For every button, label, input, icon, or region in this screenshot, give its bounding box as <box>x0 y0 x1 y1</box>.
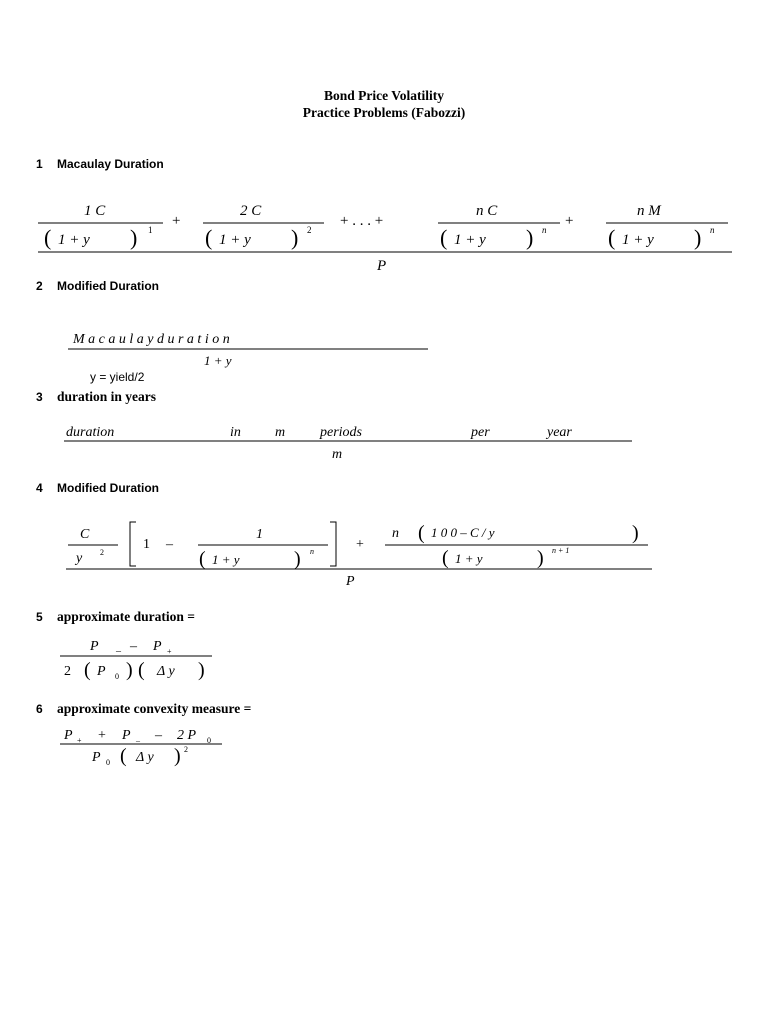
f5-lparen2: ( <box>138 659 145 681</box>
formula-duration-years <box>0 418 768 468</box>
f4-one: 1 <box>143 537 150 552</box>
f1-rparen1: ) <box>130 225 138 250</box>
f4-lparen1: ( <box>199 548 206 570</box>
section-heading-modified: Modified Duration <box>57 279 159 293</box>
f4-denominator: P <box>346 574 355 589</box>
f5-p-minus: P <box>90 639 99 654</box>
section-number-5: 5 <box>36 610 43 624</box>
f6-den-delta: Δ y <box>136 750 154 765</box>
f6-p2: P <box>122 728 131 743</box>
f4-rparen3: ) <box>537 547 544 569</box>
f4-lparen2: ( <box>418 522 425 544</box>
document-title: Bond Price Volatility <box>323 88 444 103</box>
f5-sub-plus: + <box>167 647 172 656</box>
f2-denominator: 1 + y <box>204 353 232 368</box>
f6-two-p: 2 P <box>177 728 197 743</box>
section-number-2: 2 <box>36 279 43 293</box>
f6-sub1: + <box>77 736 82 745</box>
f4-n-exp: n <box>310 547 314 556</box>
f2-numerator: M a c a u l a y d u r a t i o n <box>73 332 230 347</box>
f5-rparen2: ) <box>198 659 205 681</box>
f3-word-per: per <box>471 425 490 440</box>
f4-num2-body: 1 0 0 – C / y <box>431 525 495 540</box>
formula-modified-duration <box>0 325 768 370</box>
f1-expn3: n <box>542 225 547 235</box>
f5-lparen1: ( <box>84 659 91 681</box>
section-heading-duration-years: duration in years <box>57 389 157 404</box>
f5-p0: P <box>97 664 106 679</box>
f5-two: 2 <box>64 664 71 679</box>
f1-num1: 1 C <box>84 203 106 219</box>
f1-exp2: 2 <box>307 225 312 235</box>
f1-plus2: + <box>565 213 574 229</box>
f3-word-m: m <box>275 425 286 440</box>
f6-rparen: ) <box>174 745 181 767</box>
f1-exp1: 1 <box>148 225 153 235</box>
section-number-1: 1 <box>36 157 43 171</box>
f1-rparen3: ) <box>526 225 534 250</box>
f6-sub2: – <box>136 736 140 745</box>
f4-rparen1: ) <box>294 548 301 570</box>
f4-num2-n: n <box>392 526 399 541</box>
formula-approx-convexity <box>0 722 768 774</box>
f6-lparen: ( <box>120 745 127 767</box>
section-number-6: 6 <box>36 702 43 716</box>
f3-word-in: in <box>230 425 241 440</box>
f1-base2: 1 + y <box>219 232 251 248</box>
section-heading-approx-convexity: approximate convexity measure = <box>57 701 252 716</box>
f6-sub3: 0 <box>207 736 211 745</box>
f4-base1: 1 + y <box>212 552 240 567</box>
f4-frac-num: 1 <box>256 527 263 542</box>
f6-den-p: P <box>92 750 101 765</box>
f5-sub-minus: – <box>116 646 121 657</box>
section-heading-approx-duration: approximate duration = <box>57 609 195 624</box>
formula-modified-duration-closed <box>0 518 768 590</box>
f5-sub0: 0 <box>115 672 119 681</box>
f4-y: y <box>76 551 83 566</box>
section-number-4: 4 <box>36 481 43 495</box>
f5-minus: – <box>130 639 137 654</box>
section-number-3: 3 <box>36 390 43 404</box>
f1-plus1: + <box>172 213 181 229</box>
f5-p-plus: P <box>153 639 162 654</box>
f5-rparen1: ) <box>126 659 133 681</box>
f1-lparen1: ( <box>44 225 52 250</box>
f1-dots: + . . . + <box>340 213 384 229</box>
f4-exp2: n + 1 <box>552 546 570 555</box>
f6-p1: P <box>64 728 73 743</box>
f1-rparen2: ) <box>291 225 299 250</box>
f4-y-exp: 2 <box>100 548 104 557</box>
f6-den-sub: 0 <box>106 758 110 767</box>
f3-word-periods: periods <box>320 425 362 440</box>
f4-lparen3: ( <box>442 547 449 569</box>
f1-denominator: P <box>377 258 387 274</box>
f4-minus: – <box>166 537 173 552</box>
section-heading-macaulay: Macaulay Duration <box>57 157 164 171</box>
f5-delta-y: Δ y <box>157 664 175 679</box>
f1-rparen4: ) <box>694 225 702 250</box>
f1-base1: 1 + y <box>58 232 90 248</box>
f4-c: C <box>80 527 90 542</box>
f4-plus: + <box>356 537 364 552</box>
f4-rparen2: ) <box>632 522 639 544</box>
f1-lparen4: ( <box>608 225 616 250</box>
f1-num2: 2 C <box>240 203 262 219</box>
f1-expn4: n <box>710 225 715 235</box>
section-heading-modified-2: Modified Duration <box>57 481 159 495</box>
formula-macaulay-duration <box>0 195 768 280</box>
f4-right-bracket <box>330 522 336 566</box>
f3-word-year: year <box>547 425 572 440</box>
f1-num3: n C <box>476 203 498 219</box>
formula-approx-duration <box>0 632 768 684</box>
f1-base3: 1 + y <box>454 232 486 248</box>
f1-lparen3: ( <box>440 225 448 250</box>
f1-lparen2: ( <box>205 225 213 250</box>
f4-base2: 1 + y <box>455 551 483 566</box>
f3-word-duration: duration <box>66 425 115 440</box>
f6-minus: – <box>155 728 162 743</box>
yield-note: y = yield/2 <box>90 370 145 384</box>
f6-plus: + <box>98 728 106 743</box>
document-subtitle: Practice Problems (Fabozzi) <box>302 105 466 120</box>
f6-den-exp: 2 <box>184 745 188 754</box>
f1-num4: n M <box>637 203 661 219</box>
f1-base4: 1 + y <box>622 232 654 248</box>
f3-denominator: m <box>332 447 343 462</box>
f4-left-bracket <box>130 522 136 566</box>
